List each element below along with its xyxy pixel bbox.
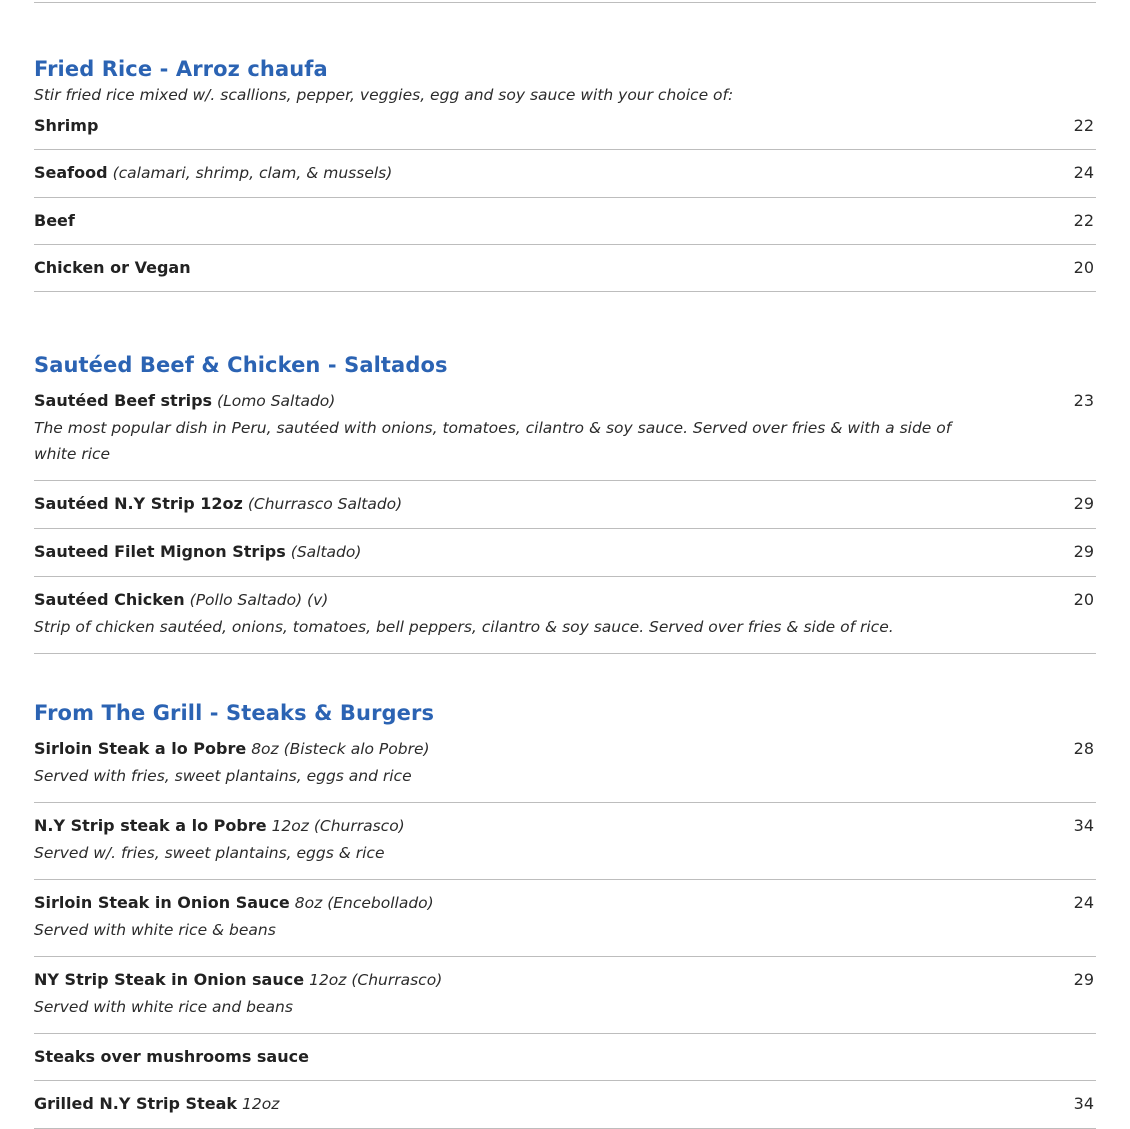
item-note: 12oz [242,1095,280,1113]
menu-item [34,726,1096,803]
menu-item [34,529,1096,577]
item-price: 23 [1073,391,1094,410]
item-price: 34 [1073,816,1094,835]
item-price: 20 [1073,590,1094,609]
item-name: N.Y Strip steak a lo Pobre [34,816,267,835]
item-description: Strip of chicken sautéed, onions, tomatoes, bell peppers, cilantro & soy sauce. Served over fries & side of rice. [34,618,894,636]
item-name: Sauteed Filet Mignon Strips [34,542,286,561]
item-note: 8oz (Bisteck alo Pobre) [251,740,430,758]
item-price: 29 [1073,494,1094,513]
item-note: (Saltado) [290,543,362,561]
section-description: Stir fried rice mixed w/. scallions, pepper, veggies, egg and soy sauce with your choice of: [34,86,734,104]
item-name: Beef [34,211,75,230]
item-note: (Churrasco Saltado) [247,495,403,513]
item-price: 22 [1073,211,1094,230]
menu-item [34,378,1096,481]
item-name: Sautéed N.Y Strip 12oz [34,494,243,513]
menu-item [34,245,1096,292]
item-name: Sautéed Beef strips [34,391,213,410]
menu-item [34,198,1096,245]
section-fried-rice [34,56,1096,292]
item-price: 34 [1073,1094,1094,1113]
menu-item [34,577,1096,654]
item-price: 29 [1073,542,1094,561]
section-grill [34,700,1096,1129]
item-note: 12oz (Churrasco) [271,817,405,835]
item-name: Sirloin Steak a lo Pobre [34,739,247,758]
item-name: NY Strip Steak in Onion sauce [34,970,305,989]
menu-item [34,803,1096,880]
item-name: Grilled N.Y Strip Steak [34,1094,238,1113]
item-description: Served with white rice and beans [34,998,293,1016]
item-description: Served with white rice & beans [34,921,276,939]
item-note: 12oz (Churrasco) [309,971,443,989]
menu-item [34,150,1096,198]
item-price: 24 [1073,163,1094,182]
item-note: (Lomo Saltado) [217,392,336,410]
item-name: Steaks over mushrooms sauce [34,1047,309,1066]
section-saltados [34,352,1096,654]
item-name: Seafood [34,163,108,182]
item-description: Served with fries, sweet plantains, eggs and rice [34,767,412,785]
section-title: Fried Rice - Arroz chaufa [34,57,328,81]
item-description: Served w/. fries, sweet plantains, eggs & rice [34,844,385,862]
menu-item [34,957,1096,1034]
menu-item [34,105,1096,150]
item-description: The most popular dish in Peru, sautéed with onions, tomatoes, cilantro & soy sauce. Served over fries & with a side of white rice [34,419,952,463]
menu-item [34,1034,1096,1081]
item-price: 22 [1073,116,1094,135]
section-title: From The Grill - Steaks & Burgers [34,701,435,725]
item-note: (Pollo Saltado) (v) [189,591,329,609]
item-price: 29 [1073,970,1094,989]
section-title: Sautéed Beef & Chicken - Saltados [34,353,448,377]
menu-item [34,1081,1096,1129]
divider [34,2,1096,3]
item-name: Sautéed Chicken [34,590,185,609]
menu-item [34,880,1096,957]
item-note: 8oz (Encebollado) [294,894,434,912]
item-name: Chicken or Vegan [34,258,191,277]
menu-item [34,481,1096,529]
item-price: 20 [1073,258,1094,277]
item-name: Shrimp [34,116,99,135]
item-note: (calamari, shrimp, clam, & mussels) [112,164,393,182]
item-name: Sirloin Steak in Onion Sauce [34,893,290,912]
item-price: 28 [1073,739,1094,758]
item-price: 24 [1073,893,1094,912]
